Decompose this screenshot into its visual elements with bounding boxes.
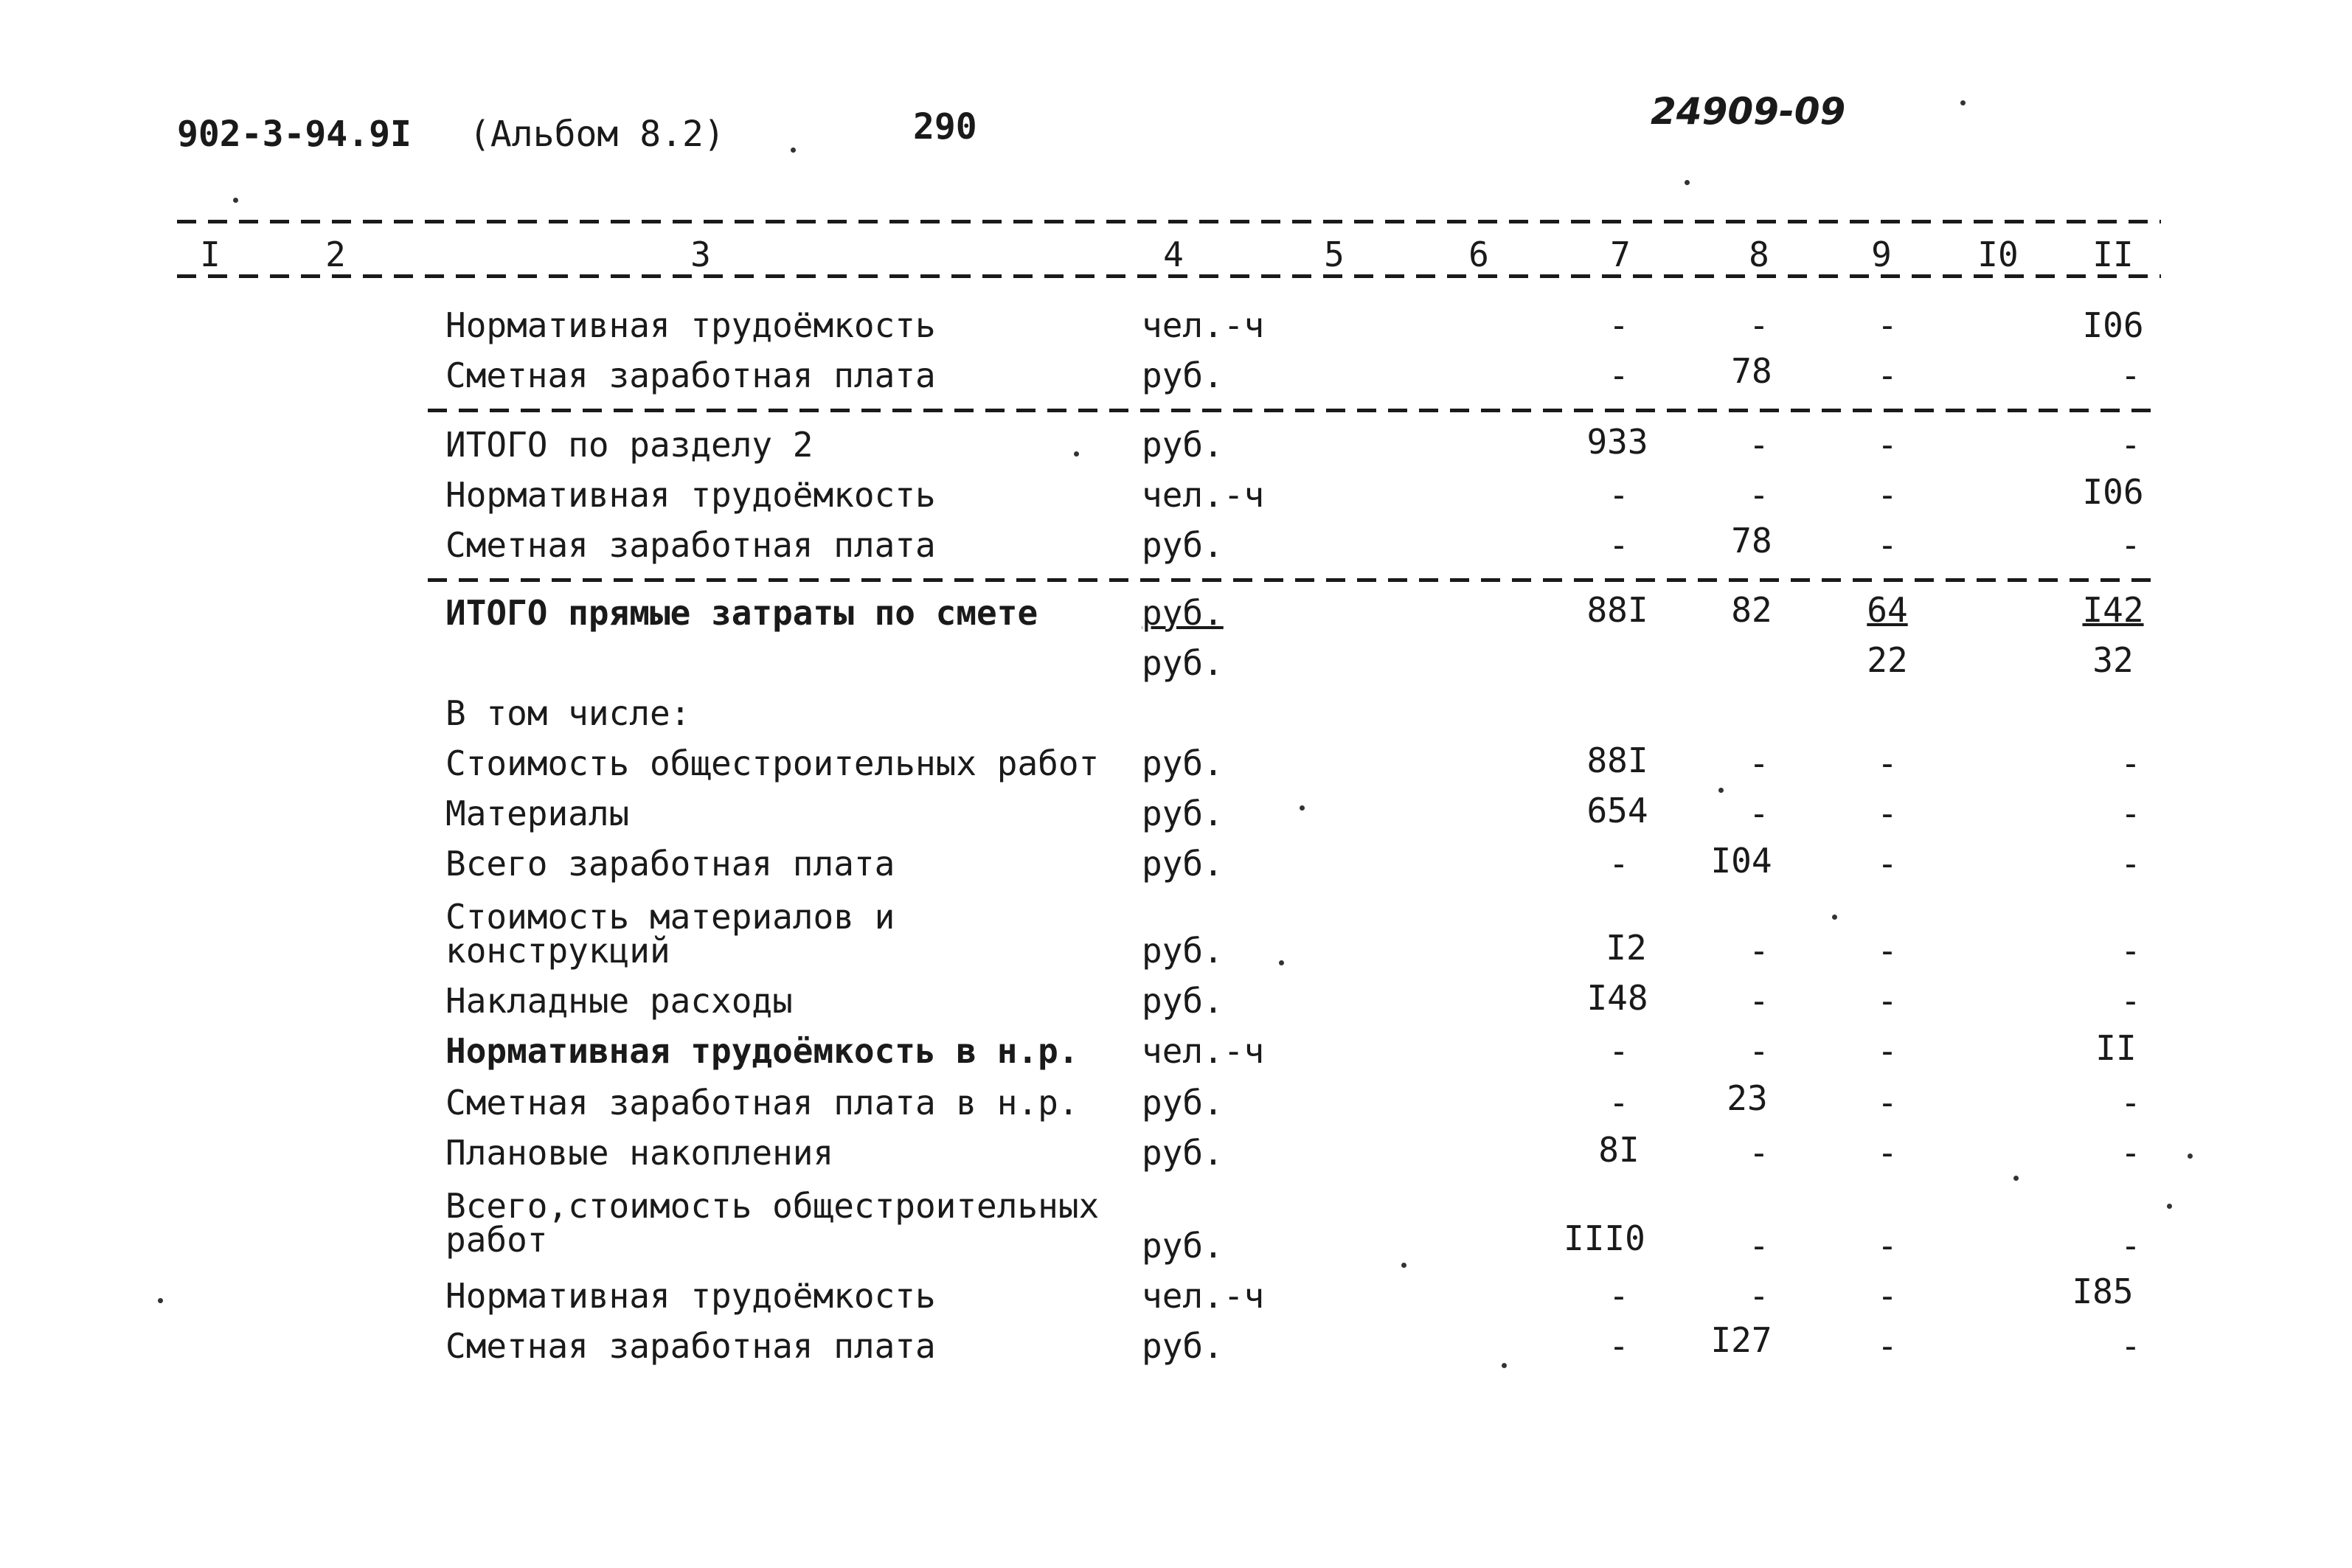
cell-col7: - (1609, 1031, 1629, 1071)
stamp-number: 24909-09 (1651, 90, 1846, 133)
cell-col9: - (1877, 525, 1898, 565)
cell-col7: I2 (1606, 928, 1647, 968)
cell-col8: - (1749, 305, 1769, 345)
cell-col11: - (2120, 525, 2141, 565)
cell-col11: - (2120, 1133, 2141, 1173)
cell-col9: - (1877, 743, 1898, 783)
column-header: 9 (1871, 235, 1892, 274)
row-unit: руб. (1142, 643, 1224, 683)
cell-col8: 78 (1731, 351, 1772, 391)
cell-col8: - (1749, 931, 1769, 971)
row-unit: руб. (1142, 1133, 1224, 1173)
header-bottom-rule (177, 274, 2161, 278)
cell-col8: I27 (1710, 1320, 1772, 1360)
cell-col9: - (1877, 1133, 1898, 1173)
cell-col8: - (1749, 794, 1769, 833)
cell-col9: - (1877, 1276, 1898, 1316)
cell-col11: - (2120, 794, 2141, 833)
cell-col9: - (1877, 844, 1898, 884)
row-label: Плановые накопления (445, 1133, 834, 1173)
cell-col7: - (1609, 1326, 1629, 1366)
cell-col11: - (2120, 425, 2141, 465)
cell-col11: - (2120, 1226, 2141, 1266)
cell-col11: I85 (2072, 1272, 2134, 1311)
cell-col9: - (1877, 1083, 1898, 1123)
cell-col8: - (1749, 1031, 1769, 1071)
row-unit: чел.-ч (1142, 475, 1265, 515)
row-unit: руб. (1142, 794, 1224, 833)
row-unit: руб. (1142, 931, 1224, 971)
cell-col9: 64 (1867, 590, 1908, 630)
row-label: Материалы (445, 794, 630, 833)
cell-col11: I06 (2082, 472, 2144, 512)
row-unit: чел.-ч (1142, 1031, 1265, 1071)
cell-col7: - (1609, 305, 1629, 345)
row-label: Нормативная трудоёмкость (445, 305, 936, 345)
row-unit: руб. (1142, 1326, 1224, 1366)
column-header: 7 (1610, 235, 1631, 274)
cell-col11: II (2095, 1028, 2137, 1068)
cell-col11: - (2120, 1326, 2141, 1366)
row-label: Нормативная трудоёмкость в н.р. (445, 1031, 1079, 1071)
cell-col11: - (2120, 981, 2141, 1021)
cell-col8: - (1749, 981, 1769, 1021)
row-label: Сметная заработная плата (445, 525, 936, 565)
document-code: 902-3-94.9I (177, 114, 412, 155)
cell-col8: - (1749, 425, 1769, 465)
column-header: I0 (1977, 235, 2019, 274)
row-unit: руб. (1142, 525, 1224, 565)
cell-col7: 88I (1586, 590, 1648, 630)
row-unit: руб. (1142, 1226, 1224, 1266)
row-label: ИТОГО прямые затраты по смете (445, 593, 1038, 633)
row-label: Нормативная трудоёмкость (445, 1276, 936, 1316)
cell-col8: 82 (1731, 590, 1772, 630)
cell-col8: 23 (1727, 1078, 1768, 1118)
row-label: Стоимость общестроительных работ (445, 743, 1100, 783)
row-unit: руб. (1142, 844, 1224, 884)
row-label: Сметная заработная плата в н.р. (445, 1083, 1079, 1123)
section-rule (428, 578, 2161, 582)
column-header: 4 (1163, 235, 1184, 274)
row-unit: руб. (1142, 981, 1224, 1021)
cell-col9: 22 (1867, 640, 1908, 680)
cell-col9: - (1877, 1326, 1898, 1366)
row-unit: руб. (1142, 593, 1224, 633)
cell-col9: - (1877, 355, 1898, 395)
cell-col7: 933 (1586, 422, 1648, 462)
column-header: 3 (690, 235, 711, 274)
cell-col7: - (1609, 355, 1629, 395)
cell-col9: - (1877, 981, 1898, 1021)
row-label-continued: конструкций (445, 931, 670, 971)
cell-col8: 78 (1731, 521, 1772, 561)
cell-col9: - (1877, 794, 1898, 833)
header-top-rule (177, 220, 2161, 223)
album-label: (Альбом 8.2) (469, 114, 725, 155)
row-label: Сметная заработная плата (445, 355, 936, 395)
row-label: Накладные расходы (445, 981, 793, 1021)
cell-col11: 32 (2092, 640, 2134, 680)
cell-col8: - (1749, 743, 1769, 783)
section-rule (428, 409, 2161, 412)
cell-col7: - (1609, 1083, 1629, 1123)
column-header: 6 (1468, 235, 1489, 274)
cell-col8: - (1749, 475, 1769, 515)
cell-col7: 654 (1586, 791, 1648, 830)
cell-col7: 8I (1598, 1130, 1640, 1170)
cell-col7: III0 (1564, 1218, 1645, 1258)
cell-col7: - (1609, 844, 1629, 884)
row-unit: руб. (1142, 355, 1224, 395)
cell-col7: - (1609, 1276, 1629, 1316)
cell-col11: - (2120, 743, 2141, 783)
cell-col8: I04 (1710, 841, 1772, 881)
cell-col9: - (1877, 475, 1898, 515)
cell-col9: - (1877, 305, 1898, 345)
row-unit: чел.-ч (1142, 1276, 1265, 1316)
cell-col11: - (2120, 355, 2141, 395)
cell-col11: - (2120, 931, 2141, 971)
row-label: Нормативная трудоёмкость (445, 475, 936, 515)
cell-col11: - (2120, 844, 2141, 884)
column-header: 2 (325, 235, 346, 274)
cell-col8: - (1749, 1133, 1769, 1173)
row-unit: руб. (1142, 425, 1224, 465)
column-header: 8 (1749, 235, 1769, 274)
row-unit: чел.-ч (1142, 305, 1265, 345)
row-label: Всего заработная плата (445, 844, 895, 884)
row-label: Стоимость материалов и (445, 897, 895, 937)
cell-col7: - (1609, 525, 1629, 565)
cell-col9: - (1877, 931, 1898, 971)
cell-col7: 88I (1586, 740, 1648, 780)
cell-col7: I48 (1586, 978, 1648, 1018)
cell-col8: - (1749, 1276, 1769, 1316)
cell-col7: - (1609, 475, 1629, 515)
cell-col11: - (2120, 1083, 2141, 1123)
cell-col8: - (1749, 1226, 1769, 1266)
row-label: Всего,стоимость общестроительных (445, 1186, 1100, 1226)
cell-col11: I06 (2082, 305, 2144, 345)
column-header: 5 (1324, 235, 1345, 274)
cell-col11: I42 (2082, 590, 2144, 630)
row-label: ИТОГО по разделу 2 (445, 425, 814, 465)
row-label-continued: работ (445, 1220, 548, 1260)
row-unit: руб. (1142, 743, 1224, 783)
cell-col9: - (1877, 425, 1898, 465)
column-header: II (2092, 235, 2134, 274)
row-unit: руб. (1142, 1083, 1224, 1123)
cell-col9: - (1877, 1031, 1898, 1071)
row-label: Сметная заработная плата (445, 1326, 936, 1366)
row-label: В том числе: (445, 693, 691, 733)
page-number: 290 (913, 106, 977, 148)
cell-col9: - (1877, 1226, 1898, 1266)
column-header: I (200, 235, 221, 274)
